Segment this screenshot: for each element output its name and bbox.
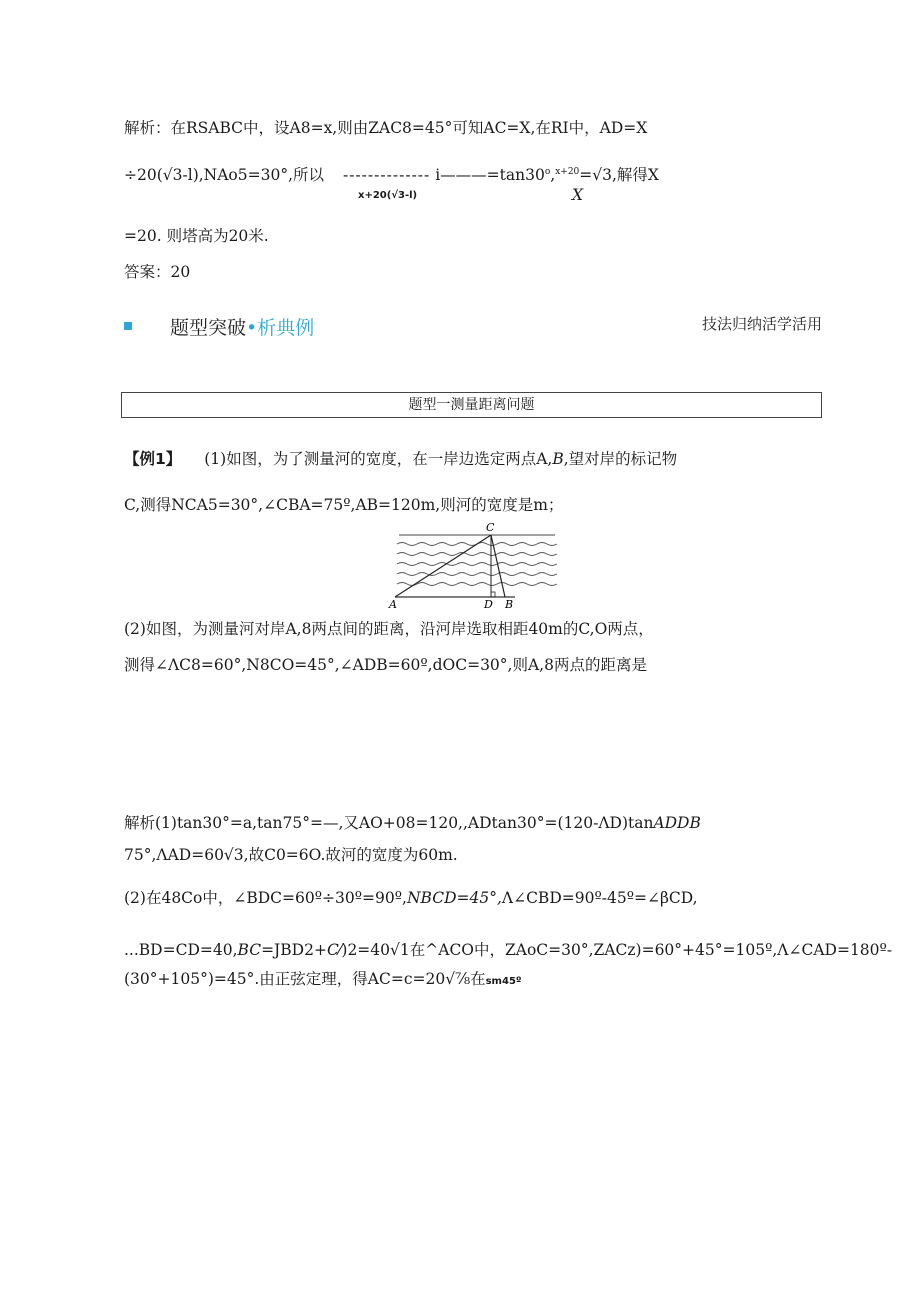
solution1-line3: =20. 则塔高为20米. xyxy=(124,227,269,245)
example-p1-end: ,望对岸的标记物 xyxy=(563,450,678,468)
solution2-line3-italic: NBCD=45°, xyxy=(406,889,502,907)
solution2-line5-small: sm45º xyxy=(485,976,522,987)
solution2-line3 xyxy=(124,886,698,908)
solution2-line4-italic1: BC xyxy=(237,941,262,959)
solution2-line1 xyxy=(124,811,701,833)
solution2-line4-a: ...BD=CD=40, xyxy=(124,941,238,959)
water-waves xyxy=(397,543,557,586)
solution1-line2-b: ⅰ———=tan30 xyxy=(435,166,545,184)
solution1-line2-d: =√3,解得X xyxy=(579,166,659,184)
fraction-bar-dashes: -------------- xyxy=(342,166,431,184)
segment-cb xyxy=(491,535,505,597)
topic-box-title: 题型一测量距离问题 xyxy=(121,392,822,418)
solution2-line5-a: (30°+105°)=45°.由正弦定理，得AC=c=20√⅞在 xyxy=(124,970,486,988)
wave-line xyxy=(397,563,557,566)
section-title-accent: 析典例 xyxy=(257,317,315,339)
example-p1-b: B xyxy=(552,450,564,468)
section-title-dot: • xyxy=(246,317,258,339)
solution2-line3-a: (2)在48Co中，∠BDC=60º÷30º=90º, xyxy=(124,889,407,907)
solution2-line1-italic: ADDB xyxy=(653,814,701,832)
solution1-line2-c: , xyxy=(550,166,556,184)
label-b: B xyxy=(505,598,514,610)
solution2-line4 xyxy=(124,938,892,960)
square-bullet-icon xyxy=(124,322,132,330)
solution1-line2 xyxy=(124,163,659,185)
superscript-degree: o xyxy=(544,166,551,177)
solution2-line4-b: =JBD2+ xyxy=(261,941,327,959)
example-line2: C,测得NCA5=30°,∠CBA=75º,AB=120m,则河的宽度是m； xyxy=(124,496,564,514)
section-title xyxy=(170,313,314,340)
superscript-numerator: x+20 xyxy=(555,166,580,177)
solution2-line2: 75°,ΛAD=60√3,故C0=6O.故河的宽度为60m. xyxy=(124,846,458,864)
solution1-line1: 解析：在RSABC中，设A8=x,则由ZAC8=45°可知AC=X,在RI中，AD=X xyxy=(124,119,648,137)
wave-line xyxy=(397,583,557,586)
solution1-line2-a: ÷20(√3-l),NAo5=30°,所以 xyxy=(124,166,325,184)
example-p1-text: (1)如图，为了测量河的宽度，在一岸边选定两点A, xyxy=(204,450,553,468)
segment-ac xyxy=(395,535,491,597)
solution2-line1-a: 解析(1)tan30°=a,tan75°=—,又AO+08=120,,ADtan30°=(120-ΛD)tan xyxy=(124,814,654,832)
wave-line xyxy=(397,573,557,576)
solution2-line3-b: Λ∠CBD=90º-45º=∠βCD, xyxy=(501,889,698,907)
right-angle-mark xyxy=(491,592,495,597)
example-line1 xyxy=(124,447,677,469)
river-figure xyxy=(385,520,557,610)
example-label: 【例1】 xyxy=(124,450,182,468)
example-p2-line1: (2)如图，为测量河对岸A,8两点间的距离，沿河岸选取相距40m的C,O两点， xyxy=(124,620,654,638)
fraction-denominator: x+20(√3-l) xyxy=(358,190,418,201)
solution2-line4-italic2: C xyxy=(326,941,339,959)
wave-line xyxy=(397,553,557,556)
example-p2-line2: 测得∠ΛC8=60°,N8CO=45°,∠ADB=60º,dOC=30°,则A,8两点的距离是 xyxy=(124,656,647,674)
label-a: A xyxy=(389,598,397,610)
solution2-line5 xyxy=(124,967,522,989)
fraction-denominator-x: X xyxy=(572,186,584,204)
solution2-line4-c: ⁄)2=40√1在^ACO中，ZAoC=30°,ZACz)=60°+45°=105º,Λ∠CAD=180º- xyxy=(338,941,893,959)
section-subtitle: 技法归纳活学活用 xyxy=(701,315,822,333)
label-c: C xyxy=(486,521,495,534)
label-d: D xyxy=(484,598,493,610)
section-title-main: 题型突破 xyxy=(170,317,247,339)
answer-text: 答案：20 xyxy=(124,263,191,281)
section-heading xyxy=(124,313,824,343)
